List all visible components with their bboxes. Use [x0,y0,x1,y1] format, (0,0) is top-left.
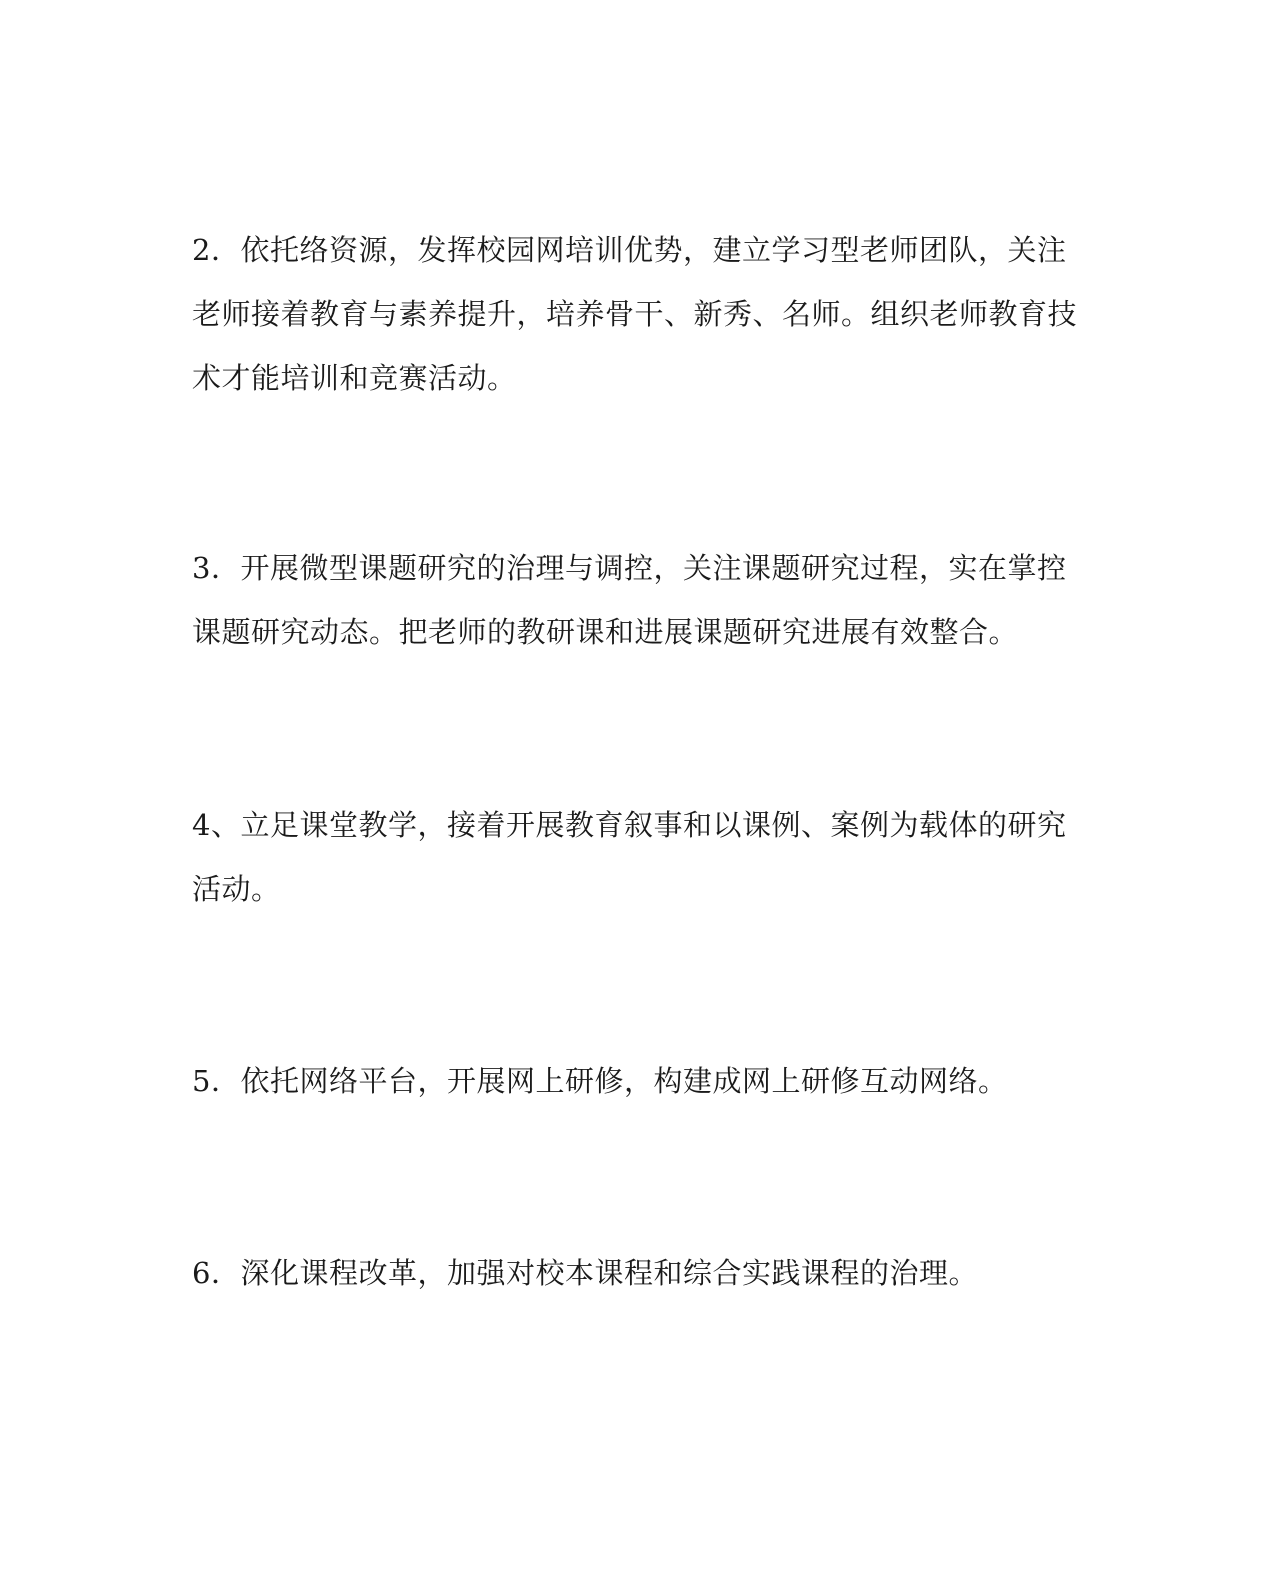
paragraph-line: 术才能培训和竞赛活动。 [192,361,517,395]
paragraph-item-2 [192,218,1078,410]
paragraph-line: 2．依托络资源，发挥校园网培训优势，建立学习型老师团队，关注 [192,233,1067,267]
paragraph-line: 课题研究动态。把老师的教研课和进展课题研究进展有效整合。 [192,615,1019,649]
paragraph-item-3 [192,536,1072,664]
paragraph-line: 5．依托网络平台，开展网上研修，构建成网上研修互动网络。 [192,1064,1008,1098]
paragraph-line: 活动。 [192,872,281,906]
paragraph-line: 6．深化课程改革，加强对校本课程和综合实践课程的治理。 [192,1256,978,1290]
paragraph-item-5 [192,1049,1072,1113]
paragraph-item-6 [192,1241,1072,1305]
paragraph-line: 4、立足课堂教学，接着开展教育叙事和以课例、案例为载体的研究 [192,808,1067,842]
paragraph-line: 老师接着教育与素养提升，培养骨干、新秀、名师。组织老师教育技 [192,297,1078,331]
paragraph-item-4 [192,793,1072,921]
paragraph-line: 3．开展微型课题研究的治理与调控，关注课题研究过程，实在掌控 [192,551,1067,585]
